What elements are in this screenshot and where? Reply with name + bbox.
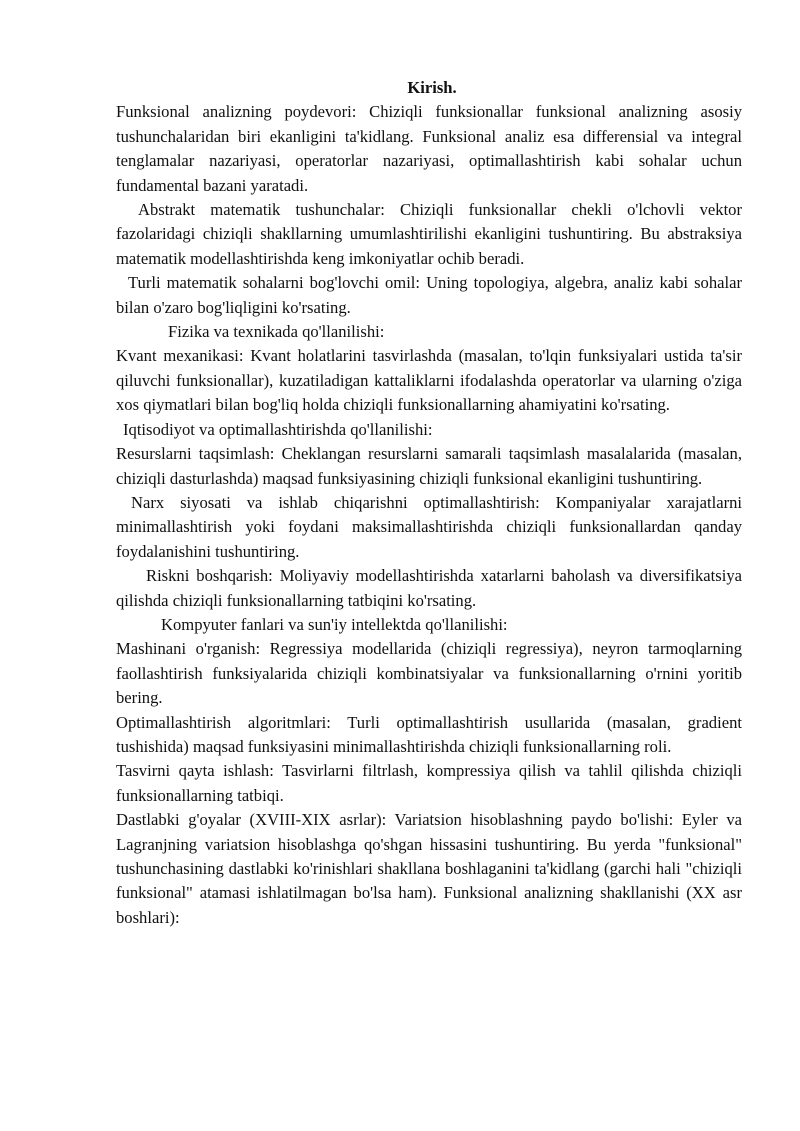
paragraph-image-processing: Tasvirni qayta ishlash: Tasvirlarni filtrlash, kompressiya qilish va tahlil qilishda chiziqli funksionallarning tatbiqi. <box>116 761 742 805</box>
section-heading-physics: Fizika va texnikada qo'llanilishi: <box>168 322 385 342</box>
document-page <box>116 76 742 930</box>
paragraph-connecting-factor: Turli matematik sohalarni bog'lovchi omil: Uning topologiya, algebra, analiz kabi sohalar bilan o'zaro bog'liqligini ko'rsating. <box>116 273 742 317</box>
paragraph-machine-learning: Mashinani o'rganish: Regressiya modellarida (chiziqli regressiya), neyron tarmoqlarning faollashtirish funksiyalarida chiziqli kombinatsiyalar va funksionallarning o'rnini yoritib bering. <box>116 639 742 708</box>
paragraph-early-ideas: Dastlabki g'oyalar (XVIII-XIX asrlar): Variatsion hisoblashning paydo bo'lishi: Eyler va Lagranjning variatsion hisoblashga qo'shgan hissasini tushuntiring. Bu yerda "funksional" tushunchasining dastlabki ko'rinishlari shakllana boshlaganini ta'kidlang (garchi hali "chiziqli funksional" atamasi ishlatilmagan bo'lsa ham). Funksional analizning shakllanishi (XX asr boshlari): <box>116 810 742 927</box>
paragraph-resource-allocation: Resurslarni taqsimlash: Cheklangan resurslarni samarali taqsimlash masalalarida (masalan, chiziqli dasturlashda) maqsad funksiyasining chiziqli funksional ekanligini tushuntiring. <box>116 444 742 488</box>
section-heading-computer-science: Kompyuter fanlari va sun'iy intellektda qo'llanilishi: <box>161 614 508 634</box>
paragraph-abstract-concepts: Abstrakt matematik tushunchalar: Chiziqli funksionallar chekli o'lchovli vektor fazolaridagi chiziqli shakllarning umumlashtirilishi ekanligini tushuntiring. Bu abstraksiya matematik modellashtirishda keng imkoniyatlar ochib beradi. <box>116 200 742 268</box>
section-heading-economics: Iqtisodiyot va optimallashtirishda qo'llanilishi: <box>123 419 433 439</box>
paragraph-quantum-mechanics: Kvant mexanikasi: Kvant holatlarini tasvirlashda (masalan, to'lqin funksiyalari ustida ta'sir qiluvchi funksionallar), kuzatiladigan kattaliklarni ifodalashda operatorlar va ularning o'ziga xos qiymatlari bilan bog'liq holda chiziqli funksionallarning ahamiyatini ko'rsating. <box>116 346 742 415</box>
paragraph-optimization-algorithms: Optimallashtirish algoritmlari: Turli optimallashtirish usullarida (masalan, gradient tushishida) maqsad funksiyasini minimallashtirishda chiziqli funksionallarning roli. <box>116 712 742 756</box>
paragraph-foundation: Funksional analizning poydevori: Chiziqli funksionallar funksional analizning asosiy tushunchalaridan biri ekanligini ta'kidlang. Funksional analiz esa differensial va integral tenglamalar nazariyasi, operatorlar nazariyasi, optimallashtirish kabi sohalar uchun fundamental bazani yaratadi. <box>116 102 742 195</box>
paragraph-risk-management: Riskni boshqarish: Moliyaviy modellashtirishda xatarlarni baholash va diversifikatsiya qilishda chiziqli funksionallarning tatbiqini ko'rsating. <box>116 566 742 610</box>
paragraph-pricing-policy: Narx siyosati va ishlab chiqarishni optimallashtirish: Kompaniyalar xarajatlarni minimallashtirish yoki foydani maksimallashtirishda chiziqli funksionallardan qanday foydalanishini tushuntiring. <box>116 492 742 561</box>
document-title: Kirish. <box>407 78 457 97</box>
